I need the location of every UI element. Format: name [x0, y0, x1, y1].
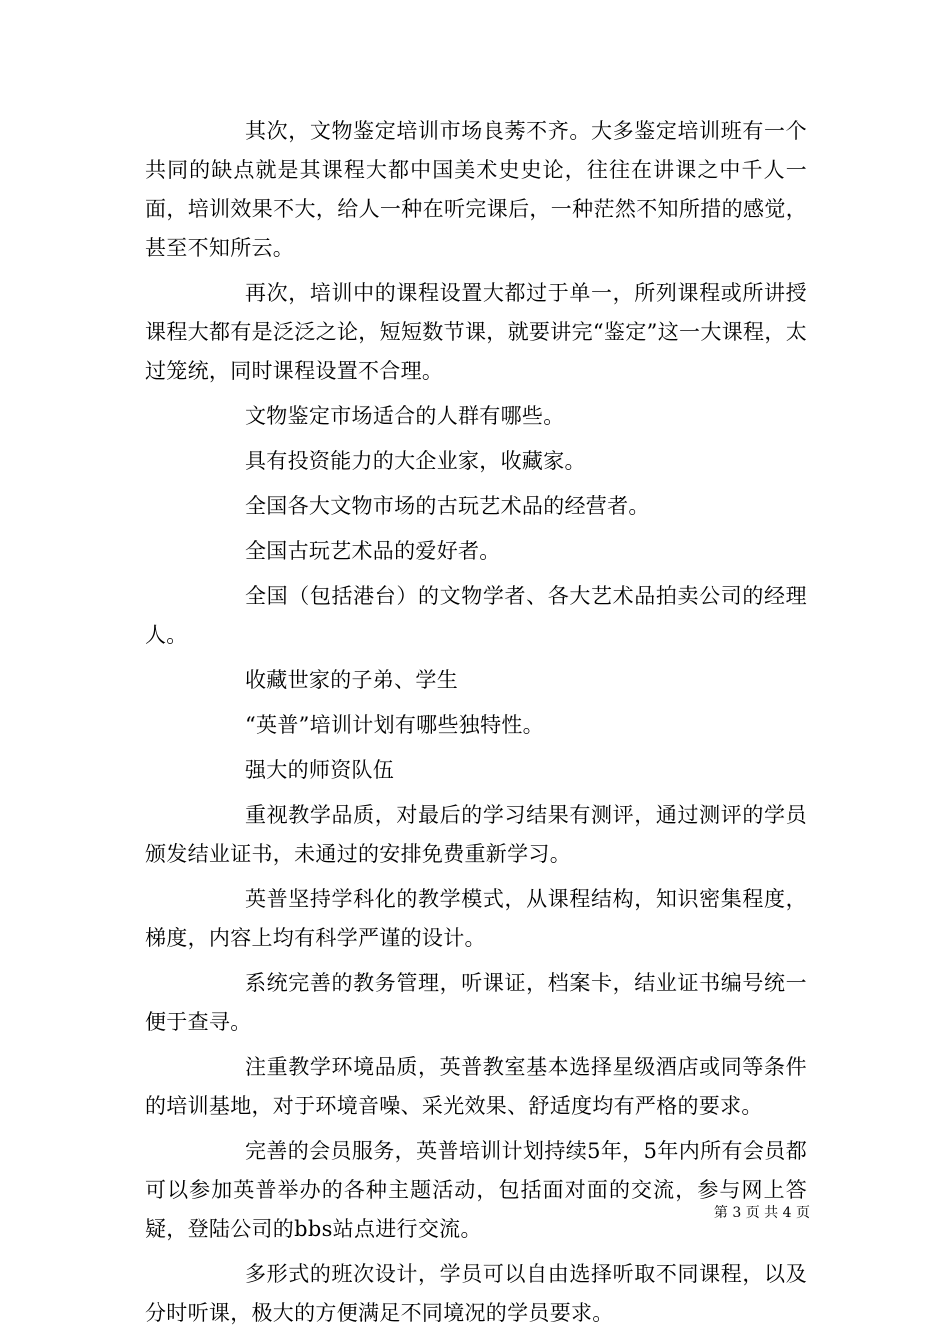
paragraph: 再次，培训中的课程设置大都过于单一，所列课程或所讲授课程大都有是泛泛之论，短短数节课，就要讲完“鉴定”这一大课程，太过笼统，同时课程设置不合理。: [145, 281, 807, 383]
paragraph: 收藏世家的子弟、学生: [245, 668, 458, 692]
document-body: [145, 112, 807, 1339]
paragraph: 强大的师资队伍: [245, 758, 395, 782]
paragraph: 全国各大文物市场的古玩艺术品的经营者。: [245, 494, 650, 518]
paragraph: 全国（包括港台）的文物学者、各大艺术品拍卖公司的经理人。: [145, 584, 807, 647]
paragraph: 重视教学品质，对最后的学习结果有测评，通过测评的学员颁发结业证书，未通过的安排免费重新学习。: [145, 803, 807, 866]
paragraph: 具有投资能力的大企业家，收藏家。: [245, 449, 586, 473]
paragraph: “英普”培训计划有哪些独特性。: [245, 713, 544, 737]
paragraph: 注重教学环境品质，英普教室基本选择星级酒店或同等条件的培训基地，对于环境音噪、采光效果、舒适度均有严格的要求。: [145, 1055, 807, 1118]
paragraph: 其次，文物鉴定培训市场良莠不齐。大多鉴定培训班有一个共同的缺点就是其课程大都中国美术史史论，往往在讲课之中千人一面，培训效果不大，给人一种在听完课后，一种茫然不知所措的感觉，甚至不知所云。: [145, 119, 807, 260]
page-number-footer: 第 3 页 共 4 页: [713, 1205, 810, 1221]
paragraph: 全国古玩艺术品的爱好者。: [245, 539, 501, 563]
paragraph: 多形式的班次设计，学员可以自由选择听取不同课程，以及分时听课，极大的方便满足不同境况的学员要求。: [145, 1262, 807, 1325]
paragraph: 英普坚持学科化的教学模式，从课程结构，知识密集程度，梯度，内容上均有科学严谨的设计。: [145, 887, 807, 950]
paragraph: 文物鉴定市场适合的人群有哪些。: [245, 404, 565, 428]
paragraph: 系统完善的教务管理，听课证，档案卡，结业证书编号统一便于查寻。: [145, 971, 807, 1034]
paragraph: 完善的会员服务，英普培训计划持续5年，5年内所有会员都可以参加英普举办的各种主题活动，包括面对面的交流，参与网上答疑，登陆公司的bbs站点进行交流。: [145, 1139, 807, 1241]
